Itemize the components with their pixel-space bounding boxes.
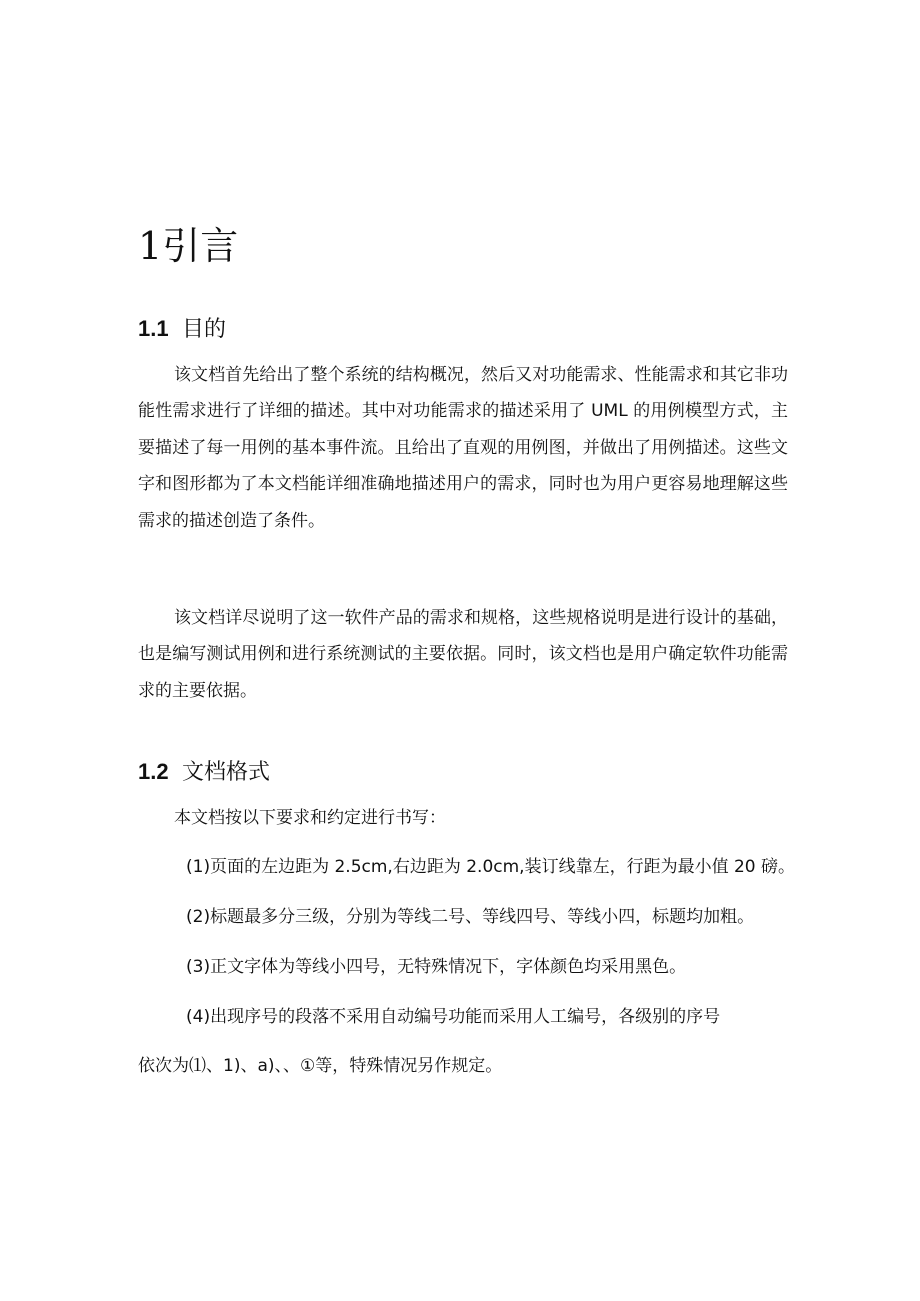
format-item-4: (4)出现序号的段落不采用自动编号功能而采用人工编号，各级别的序号 (186, 1007, 721, 1027)
subsection-title: 文档格式 (182, 760, 271, 785)
subsection-heading-1-2 (138, 757, 270, 788)
subsection-number: 1.2 (138, 759, 169, 784)
format-item-1: (1)页面的左边距为 2.5cm,右边距为 2.0cm,装订线靠左，行距为最小值 20 磅。 (186, 857, 796, 877)
section-title: 引言 (162, 224, 239, 268)
section-heading (138, 222, 238, 270)
format-item-2: (2)标题最多分三级，分别为等线二号、等线四号、等线小四，标题均加粗。 (186, 907, 755, 927)
purpose-paragraph-1: 该文档首先给出了整个系统的结构概况，然后又对功能需求、性能需求和其它非功能性需求进行了详细的描述。其中对功能需求的描述采用了 UML 的用例模型方式，主要描述了每一用例的基本事件流。且给出了直观的用例图，并做出了用例描述。这些文字和图形都为了本文档能详细准确地描述用户的需求，同时也为用户更容易地理解这些需求的描述创造了条件。 (138, 365, 788, 531)
purpose-paragraph-2: 该文档详尽说明了这一软件产品的需求和规格，这些规格说明是进行设计的基础，也是编写测试用例和进行系统测试的主要依据。同时，该文档也是用户确定软件功能需求的主要依据。 (138, 608, 788, 701)
format-intro: 本文档按以下要求和约定进行书写： (174, 808, 446, 828)
section-number: 1 (138, 224, 163, 268)
subsection-title: 目的 (182, 317, 227, 342)
format-item-3: (3)正文字体为等线小四号，无特殊情况下，字体颜色均采用黑色。 (186, 957, 687, 977)
subsection-heading-1-1 (138, 314, 226, 345)
format-item-4-continuation: 依次为⑴、1)、a)、、①等，特殊情况另作规定。 (138, 1056, 503, 1076)
subsection-number: 1.1 (138, 316, 169, 341)
